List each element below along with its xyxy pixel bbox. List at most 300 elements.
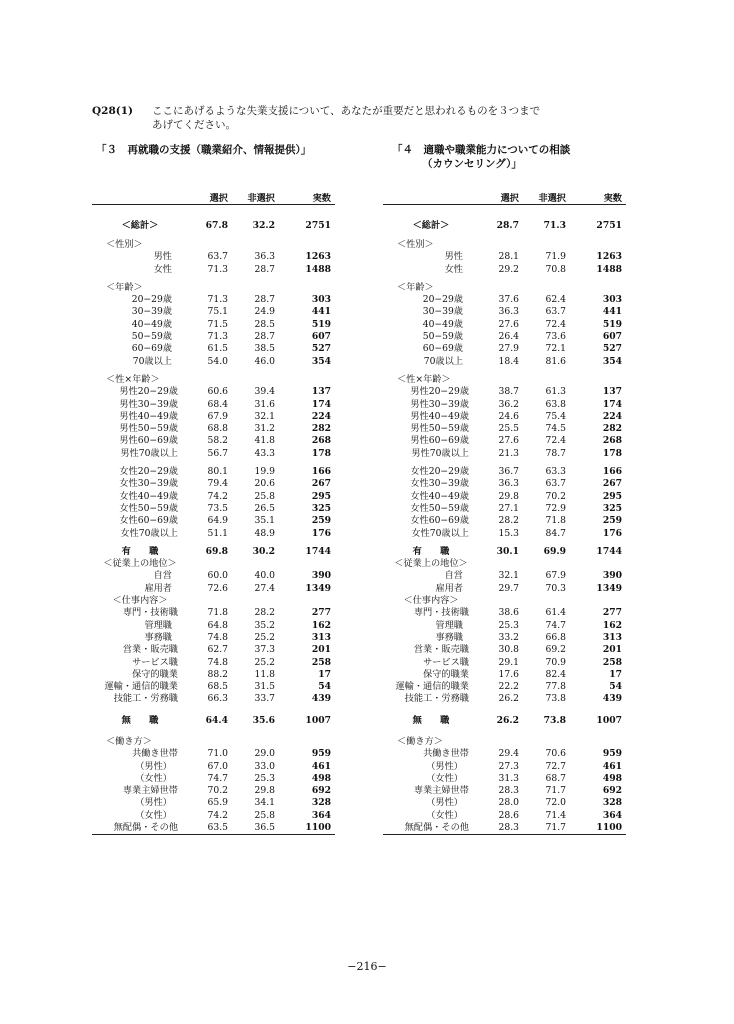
value-count: 1263 — [305, 251, 331, 263]
value-not-selected: 69.2 — [545, 644, 566, 656]
value-count: 166 — [602, 466, 622, 478]
value-not-selected: 73.6 — [545, 331, 566, 343]
value-count: 162 — [602, 619, 622, 631]
table-row — [92, 681, 335, 693]
table-row — [383, 595, 626, 607]
value-count: 390 — [311, 570, 331, 582]
value-count: 303 — [602, 294, 622, 306]
table-row — [92, 306, 335, 318]
value-not-selected: 35.2 — [254, 619, 275, 631]
row-label: 男性60−69歳 — [410, 435, 469, 447]
row-label: 共働き世帯 — [132, 748, 178, 760]
table-row — [92, 435, 335, 447]
value-not-selected: 36.5 — [254, 822, 275, 834]
row-label: ＜従業上の地位＞ — [103, 558, 177, 570]
value-count: 162 — [311, 619, 331, 631]
value-count: 1007 — [305, 714, 331, 726]
value-selected: 21.3 — [498, 447, 519, 459]
table-row — [383, 491, 626, 503]
value-count: 2751 — [596, 220, 622, 231]
table-row — [92, 491, 335, 503]
value-not-selected: 74.5 — [545, 423, 566, 435]
section-title-left: 「３ 再就職の支援（職業紹介、情報提供）」 — [96, 144, 312, 156]
value-not-selected: 25.2 — [254, 656, 275, 668]
value-selected: 74.7 — [207, 772, 228, 784]
value-count: 268 — [602, 435, 622, 447]
value-not-selected: 72.7 — [545, 760, 566, 772]
table-body — [383, 219, 626, 835]
value-selected: 36.7 — [498, 466, 519, 478]
value-count: 498 — [602, 772, 622, 784]
value-selected: 26.4 — [498, 331, 519, 343]
value-selected: 63.5 — [207, 822, 228, 834]
value-count: 259 — [602, 515, 622, 527]
table-row — [383, 644, 626, 656]
row-label: 40−49歳 — [422, 318, 463, 330]
row-label: 70歳以上 — [423, 355, 463, 367]
table-row — [383, 797, 626, 809]
value-selected: 22.2 — [498, 681, 519, 693]
value-count: 1100 — [305, 822, 331, 834]
table-row — [383, 761, 626, 773]
value-selected: 54.0 — [207, 355, 228, 367]
value-selected: 28.7 — [496, 220, 519, 231]
value-selected: 74.2 — [207, 809, 228, 821]
value-not-selected: 33.7 — [254, 693, 275, 705]
value-count: 137 — [602, 386, 622, 398]
value-selected: 68.4 — [207, 398, 228, 410]
table-row — [92, 657, 335, 669]
table-row — [92, 386, 335, 398]
value-selected: 29.8 — [498, 490, 519, 502]
value-not-selected: 67.9 — [545, 570, 566, 582]
value-selected: 28.0 — [498, 797, 519, 809]
table-row — [92, 239, 335, 251]
table-row — [92, 583, 335, 595]
row-label: 女性50−59歳 — [119, 502, 178, 514]
value-selected: 64.8 — [207, 619, 228, 631]
value-count: 1007 — [596, 714, 622, 726]
value-selected: 26.2 — [498, 693, 519, 705]
value-selected: 26.2 — [496, 714, 519, 726]
row-label: （女性） — [135, 772, 172, 784]
col-header-count: 実数 — [603, 193, 622, 204]
table-right — [383, 188, 626, 835]
value-selected: 37.6 — [498, 294, 519, 306]
value-not-selected: 70.9 — [545, 656, 566, 668]
table-row — [92, 423, 335, 435]
value-not-selected: 24.9 — [254, 306, 275, 318]
row-label: 有 職 — [121, 545, 159, 557]
row-label: 管理職 — [435, 619, 463, 631]
value-count: 137 — [311, 386, 331, 398]
value-count: 354 — [311, 355, 331, 367]
value-count: 178 — [602, 447, 622, 459]
table-row — [383, 693, 626, 705]
value-selected: 29.4 — [498, 748, 519, 760]
table-row — [383, 239, 626, 251]
table-row — [383, 386, 626, 398]
value-count: 439 — [602, 693, 622, 705]
value-not-selected: 71.4 — [545, 809, 566, 821]
row-label: 無配偶・その他 — [113, 822, 178, 834]
table-row — [92, 264, 335, 276]
row-label: 運輸・通信的職業 — [395, 681, 469, 693]
table-row — [383, 251, 626, 263]
row-label: 保守的職業 — [423, 668, 469, 680]
value-selected: 58.2 — [207, 435, 228, 447]
row-label: ＜年齢＞ — [106, 281, 143, 293]
row-label: 無配偶・その他 — [404, 822, 469, 834]
col-header-not-selected: 非選択 — [538, 193, 566, 204]
value-count: 1349 — [305, 582, 331, 594]
value-selected: 30.1 — [496, 545, 519, 557]
value-count: 303 — [311, 294, 331, 306]
row-label: 男性30−39歳 — [410, 398, 469, 410]
table-row — [92, 822, 335, 835]
value-selected: 65.9 — [207, 797, 228, 809]
row-label: （男性） — [426, 797, 463, 809]
table-row — [383, 331, 626, 343]
value-selected: 33.2 — [498, 631, 519, 643]
table-row — [383, 374, 626, 386]
row-label: 50−59歳 — [131, 331, 172, 343]
row-label: 女性 — [444, 263, 463, 275]
value-not-selected: 25.8 — [254, 490, 275, 502]
value-selected: 29.2 — [498, 263, 519, 275]
value-count: 461 — [311, 760, 331, 772]
value-count: 174 — [602, 398, 622, 410]
value-not-selected: 35.1 — [254, 515, 275, 527]
question-number: Q28(1) — [92, 105, 134, 117]
value-count: 1744 — [596, 545, 622, 557]
row-label: サービス職 — [423, 656, 469, 668]
value-selected: 18.4 — [498, 355, 519, 367]
section-title-right — [392, 143, 570, 171]
value-selected: 24.6 — [498, 410, 519, 422]
value-selected: 27.6 — [498, 435, 519, 447]
table-row — [383, 558, 626, 570]
table-row — [383, 219, 626, 233]
value-count: 364 — [311, 809, 331, 821]
value-not-selected: 75.4 — [545, 410, 566, 422]
value-not-selected: 36.3 — [254, 251, 275, 263]
table-row — [92, 810, 335, 822]
row-label: サービス職 — [132, 656, 178, 668]
row-label: ＜性×年齢＞ — [397, 373, 451, 385]
value-count: 277 — [602, 607, 622, 619]
value-not-selected: 39.4 — [254, 386, 275, 398]
row-label: 女性60−69歳 — [410, 515, 469, 527]
table-row — [383, 411, 626, 423]
value-count: 54 — [609, 681, 622, 693]
value-selected: 28.2 — [498, 515, 519, 527]
value-count: 461 — [602, 760, 622, 772]
table-row — [92, 644, 335, 656]
value-selected: 36.3 — [498, 478, 519, 490]
row-label: 男性50−59歳 — [410, 423, 469, 435]
row-label: ＜性別＞ — [397, 239, 434, 250]
value-not-selected: 63.8 — [545, 398, 566, 410]
table-header — [92, 188, 335, 205]
value-selected: 63.7 — [207, 251, 228, 263]
value-count: 527 — [311, 343, 331, 355]
value-selected: 62.7 — [207, 644, 228, 656]
value-not-selected: 32.1 — [254, 410, 275, 422]
value-not-selected: 84.7 — [545, 527, 566, 539]
table-row — [383, 570, 626, 582]
table-row — [92, 785, 335, 797]
table-row — [92, 219, 335, 233]
row-label: 男性30−39歳 — [119, 398, 178, 410]
row-label: 男性 — [444, 251, 463, 263]
table-row — [383, 448, 626, 460]
value-count: 441 — [311, 306, 331, 318]
table-body — [92, 219, 335, 835]
value-not-selected: 26.5 — [254, 502, 275, 514]
table-header — [383, 188, 626, 205]
value-count: 295 — [602, 490, 622, 502]
row-label: 50−59歳 — [422, 331, 463, 343]
table-row — [383, 632, 626, 644]
value-not-selected: 66.8 — [545, 631, 566, 643]
row-label: ＜年齢＞ — [397, 281, 434, 293]
table-row — [383, 669, 626, 681]
row-label: （女性） — [135, 809, 172, 821]
col-header-not-selected: 非選択 — [247, 193, 275, 204]
value-selected: 28.3 — [498, 822, 519, 834]
table-row — [383, 748, 626, 760]
table-row — [383, 785, 626, 797]
table-row — [92, 736, 335, 748]
value-count: 692 — [311, 785, 331, 797]
value-not-selected: 31.6 — [254, 398, 275, 410]
value-count: 267 — [311, 478, 331, 490]
value-selected: 80.1 — [207, 466, 228, 478]
value-not-selected: 25.3 — [254, 772, 275, 784]
row-label: ＜働き方＞ — [397, 735, 443, 747]
table-row — [383, 319, 626, 331]
value-not-selected: 82.4 — [545, 668, 566, 680]
value-not-selected: 25.2 — [254, 631, 275, 643]
row-label: 営業・販売職 — [413, 644, 469, 656]
value-selected: 60.0 — [207, 570, 228, 582]
value-selected: 75.1 — [207, 306, 228, 318]
value-count: 176 — [602, 527, 622, 539]
value-count: 54 — [318, 681, 331, 693]
value-selected: 67.0 — [207, 760, 228, 772]
value-not-selected: 28.7 — [254, 263, 275, 275]
value-not-selected: 28.5 — [254, 318, 275, 330]
value-selected: 28.3 — [498, 785, 519, 797]
row-label: 男性60−69歳 — [119, 435, 178, 447]
row-label: 女性30−39歳 — [410, 478, 469, 490]
value-count: 295 — [311, 490, 331, 502]
row-label: 専門・技術職 — [122, 607, 178, 619]
value-not-selected: 30.2 — [252, 545, 275, 557]
table-row — [383, 736, 626, 748]
row-label: 40−49歳 — [131, 318, 172, 330]
table-row — [383, 620, 626, 632]
value-not-selected: 71.7 — [545, 785, 566, 797]
value-not-selected: 19.9 — [254, 466, 275, 478]
value-selected: 27.1 — [498, 502, 519, 514]
row-label: 女性60−69歳 — [119, 515, 178, 527]
table-row — [92, 620, 335, 632]
row-label: （女性） — [426, 772, 463, 784]
value-not-selected: 25.8 — [254, 809, 275, 821]
value-not-selected: 37.3 — [254, 644, 275, 656]
row-label: 専門・技術職 — [413, 607, 469, 619]
value-count: 328 — [311, 797, 331, 809]
page-number: −216− — [347, 960, 387, 973]
row-label: 雇用者 — [144, 582, 172, 594]
value-not-selected: 72.4 — [545, 435, 566, 447]
table-row — [92, 374, 335, 386]
table-row — [383, 583, 626, 595]
table-row — [383, 546, 626, 558]
row-label: 女性50−59歳 — [410, 502, 469, 514]
value-selected: 79.4 — [207, 478, 228, 490]
value-not-selected: 27.4 — [254, 582, 275, 594]
value-selected: 71.8 — [207, 607, 228, 619]
row-label: 有 職 — [412, 545, 450, 557]
row-label: 女性40−49歳 — [410, 490, 469, 502]
value-selected: 17.6 — [498, 668, 519, 680]
table-row — [92, 761, 335, 773]
table-row — [92, 399, 335, 411]
row-label: 技能工・労務職 — [113, 693, 178, 705]
value-selected: 27.6 — [498, 318, 519, 330]
value-count: 959 — [602, 748, 622, 760]
table-row — [383, 435, 626, 447]
value-count: 390 — [602, 570, 622, 582]
value-count: 959 — [311, 748, 331, 760]
value-selected: 61.5 — [207, 343, 228, 355]
value-selected: 67.8 — [205, 220, 228, 231]
value-count: 607 — [311, 331, 331, 343]
value-count: 1744 — [305, 545, 331, 557]
col-header-selected: 選択 — [209, 193, 228, 204]
value-count: 224 — [311, 410, 331, 422]
value-not-selected: 43.3 — [254, 447, 275, 459]
table-row — [92, 411, 335, 423]
value-not-selected: 11.8 — [254, 668, 275, 680]
value-count: 1488 — [596, 263, 622, 275]
table-row — [383, 343, 626, 355]
table-row — [92, 251, 335, 263]
value-not-selected: 77.8 — [545, 681, 566, 693]
table-row — [92, 282, 335, 294]
value-selected: 73.5 — [207, 502, 228, 514]
value-not-selected: 74.7 — [545, 619, 566, 631]
value-not-selected: 41.8 — [254, 435, 275, 447]
col-header-selected: 選択 — [500, 193, 519, 204]
row-label: 事務職 — [435, 631, 463, 643]
table-row — [92, 595, 335, 607]
table-row — [92, 797, 335, 809]
value-selected: 74.2 — [207, 490, 228, 502]
table-row — [92, 546, 335, 558]
value-selected: 28.1 — [498, 251, 519, 263]
table-row — [92, 331, 335, 343]
row-label: ＜仕事内容＞ — [112, 595, 168, 607]
table-row — [383, 356, 626, 368]
value-count: 325 — [602, 502, 622, 514]
table-row — [383, 306, 626, 318]
value-count: 441 — [602, 306, 622, 318]
row-label: 自営 — [444, 570, 463, 582]
value-count: 1488 — [305, 263, 331, 275]
value-count: 176 — [311, 527, 331, 539]
value-count: 259 — [311, 515, 331, 527]
value-not-selected: 71.8 — [545, 515, 566, 527]
table-row — [383, 773, 626, 785]
value-count: 354 — [602, 355, 622, 367]
table-row — [383, 503, 626, 515]
value-count: 519 — [602, 318, 622, 330]
table-row — [383, 282, 626, 294]
value-count: 313 — [311, 631, 331, 643]
value-not-selected: 72.0 — [545, 797, 566, 809]
value-count: 498 — [311, 772, 331, 784]
value-not-selected: 70.2 — [545, 490, 566, 502]
row-label: （男性） — [135, 797, 172, 809]
value-not-selected: 72.1 — [545, 343, 566, 355]
row-label: ＜性別＞ — [106, 239, 143, 250]
row-label: 男性40−49歳 — [410, 410, 469, 422]
table-row — [383, 822, 626, 835]
value-not-selected: 31.2 — [254, 423, 275, 435]
value-not-selected: 38.5 — [254, 343, 275, 355]
value-count: 692 — [602, 785, 622, 797]
value-count: 328 — [602, 797, 622, 809]
row-label: 専業主婦世帯 — [122, 785, 178, 797]
value-not-selected: 69.9 — [543, 545, 566, 557]
value-count: 201 — [602, 644, 622, 656]
table-row — [92, 503, 335, 515]
value-not-selected: 33.0 — [254, 760, 275, 772]
value-selected: 51.1 — [207, 527, 228, 539]
question-heading — [92, 104, 540, 132]
row-label: ＜総計＞ — [121, 220, 159, 231]
row-label: 女性30−39歳 — [119, 478, 178, 490]
value-selected: 68.8 — [207, 423, 228, 435]
table-row — [92, 294, 335, 306]
value-selected: 74.8 — [207, 656, 228, 668]
row-label: ＜性×年齢＞ — [106, 373, 160, 385]
value-count: 2751 — [305, 220, 331, 231]
value-count: 519 — [311, 318, 331, 330]
value-not-selected: 70.3 — [545, 582, 566, 594]
value-count: 166 — [311, 466, 331, 478]
value-not-selected: 40.0 — [254, 570, 275, 582]
table-row — [92, 343, 335, 355]
value-selected: 68.5 — [207, 681, 228, 693]
value-count: 1100 — [596, 822, 622, 834]
value-not-selected: 35.6 — [252, 714, 275, 726]
value-selected: 27.9 — [498, 343, 519, 355]
row-label: 共働き世帯 — [423, 748, 469, 760]
row-label: 男性 — [153, 251, 172, 263]
value-selected: 71.3 — [207, 263, 228, 275]
row-label: 専業主婦世帯 — [413, 785, 469, 797]
table-row — [383, 681, 626, 693]
value-count: 313 — [602, 631, 622, 643]
table-row — [92, 466, 335, 478]
value-selected: 71.5 — [207, 318, 228, 330]
value-not-selected: 63.3 — [545, 466, 566, 478]
